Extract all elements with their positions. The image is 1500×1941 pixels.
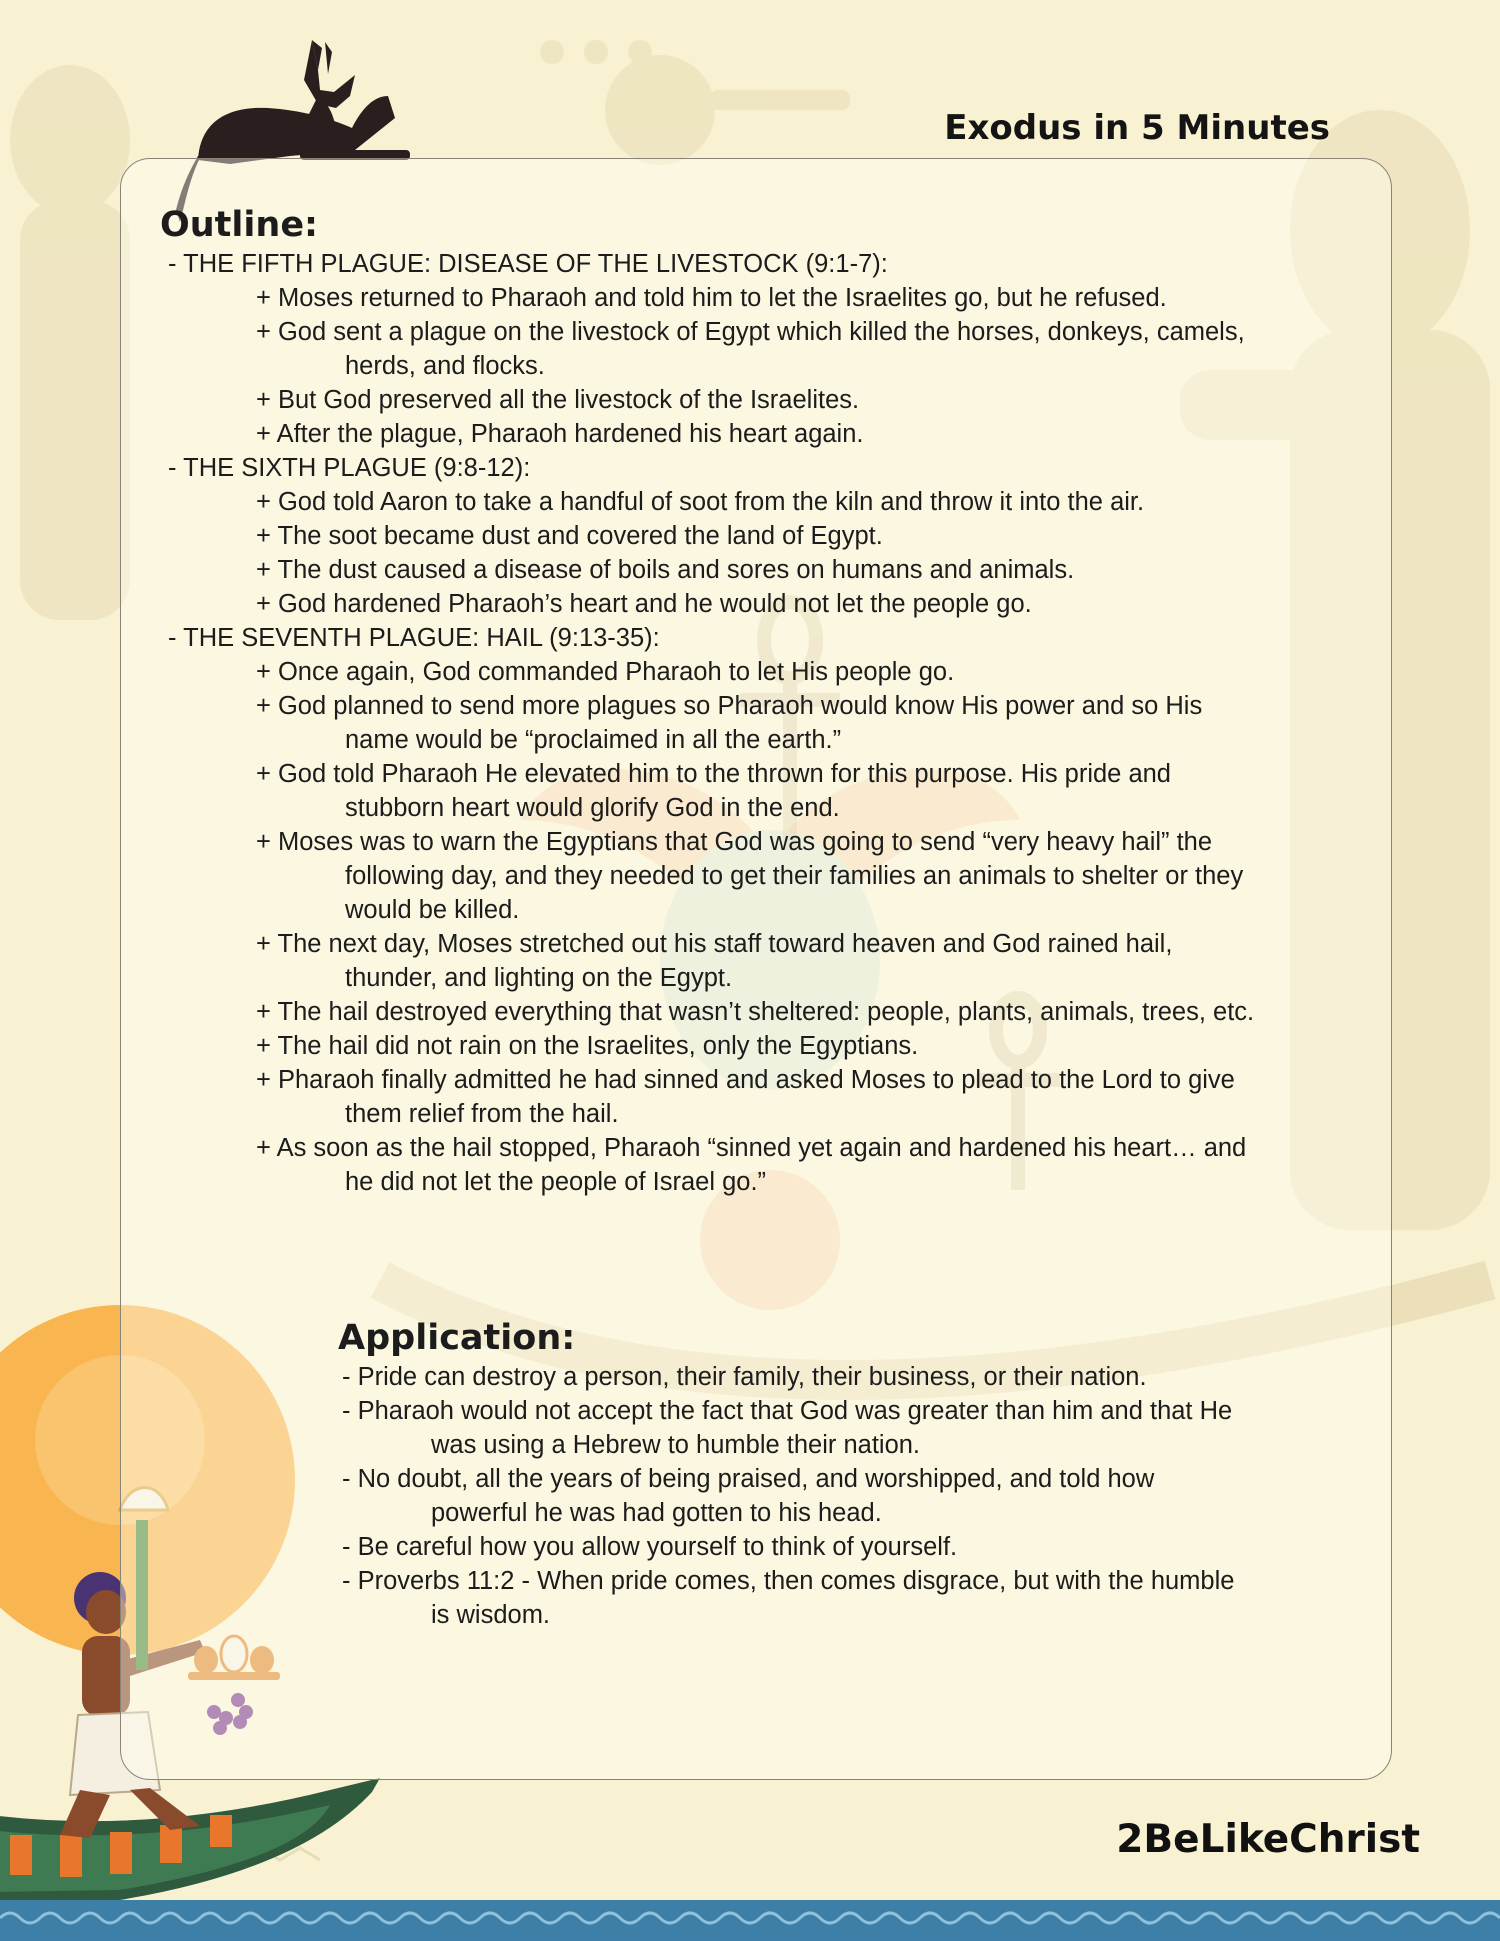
- application-bullet-continuation: is wisdom.: [431, 1601, 551, 1629]
- outline-bullet-continuation: them relief from the hail.: [345, 1100, 619, 1128]
- outline-section-label: - THE FIFTH PLAGUE: DISEASE OF THE LIVESTOCK (9:1-7):: [168, 250, 888, 278]
- outline-bullet: + Once again, God commanded Pharaoh to let His people go.: [256, 658, 955, 686]
- outline-bullet: + But God preserved all the livestock of the Israelites.: [256, 386, 860, 414]
- outline-section-label: - THE SEVENTH PLAGUE: HAIL (9:13-35):: [168, 624, 660, 652]
- outline-bullet-continuation: thunder, and lighting on the Egypt.: [345, 964, 733, 992]
- outline-section-label: - THE SIXTH PLAGUE (9:8-12):: [168, 454, 531, 482]
- application-list: [338, 1360, 1338, 1632]
- page-title: Exodus in 5 Minutes: [944, 108, 1330, 148]
- outline-bullet-continuation: name would be “proclaimed in all the earth.”: [345, 726, 842, 754]
- outline-bullet: + God sent a plague on the livestock of Egypt which killed the horses, donkeys, camels,: [256, 318, 1245, 346]
- application-bullet: - Be careful how you allow yourself to think of yourself.: [342, 1533, 958, 1561]
- outline-bullet: + Moses returned to Pharaoh and told him to let the Israelites go, but he refused.: [256, 284, 1167, 312]
- brand-logo-text: 2BeLikeChrist: [1116, 1817, 1420, 1862]
- outline-bullet: + The hail did not rain on the Israelites, only the Egyptians.: [256, 1032, 919, 1060]
- outline-bullet: + God hardened Pharaoh’s heart and he would not let the people go.: [256, 590, 1032, 618]
- outline-bullet-continuation: would be killed.: [345, 896, 520, 924]
- outline-bullet: + After the plague, Pharaoh hardened his heart again.: [256, 420, 864, 448]
- outline-heading: Outline:: [160, 205, 319, 245]
- outline-bullet: + The hail destroyed everything that wasn’t sheltered: people, plants, animals, trees, etc.: [256, 998, 1255, 1026]
- application-bullet: - No doubt, all the years of being praised, and worshipped, and told how: [342, 1465, 1155, 1493]
- outline-bullet: + God told Pharaoh He elevated him to the thrown for this purpose. His pride and: [256, 760, 1171, 788]
- application-heading: Application:: [338, 1318, 576, 1358]
- outline-bullet: + Moses was to warn the Egyptians that God was going to send “very heavy hail” the: [256, 828, 1213, 856]
- outline-bullet: + The soot became dust and covered the land of Egypt.: [256, 522, 883, 550]
- outline-bullet: + Pharaoh finally admitted he had sinned and asked Moses to plead to the Lord to give: [256, 1066, 1235, 1094]
- application-bullet: - Pride can destroy a person, their family, their business, or their nation.: [342, 1363, 1147, 1391]
- application-section: [338, 1318, 1338, 1632]
- outline-bullet-continuation: following day, and they needed to get their families an animals to shelter or they: [345, 862, 1244, 890]
- outline-bullet-continuation: he did not let the people of Israel go.”: [345, 1168, 767, 1196]
- outline-list: [160, 247, 1360, 1199]
- application-bullet: - Pharaoh would not accept the fact that God was greater than him and that He: [342, 1397, 1233, 1425]
- application-bullet-continuation: was using a Hebrew to humble their nation.: [431, 1431, 921, 1459]
- outline-bullet: + God told Aaron to take a handful of soot from the kiln and throw it into the air.: [256, 488, 1145, 516]
- outline-bullet: + As soon as the hail stopped, Pharaoh “sinned yet again and hardened his heart… and: [256, 1134, 1247, 1162]
- application-bullet: - Proverbs 11:2 - When pride comes, then comes disgrace, but with the humble: [342, 1567, 1235, 1595]
- outline-bullet-continuation: herds, and flocks.: [345, 352, 545, 380]
- outline-bullet: + God planned to send more plagues so Pharaoh would know His power and so His: [256, 692, 1203, 720]
- outline-bullet: + The dust caused a disease of boils and sores on humans and animals.: [256, 556, 1075, 584]
- outline-bullet: + The next day, Moses stretched out his staff toward heaven and God rained hail,: [256, 930, 1173, 958]
- outline-section: [160, 205, 1360, 1199]
- outline-bullet-continuation: stubborn heart would glorify God in the end.: [345, 794, 840, 822]
- application-bullet-continuation: powerful he was had gotten to his head.: [431, 1499, 882, 1527]
